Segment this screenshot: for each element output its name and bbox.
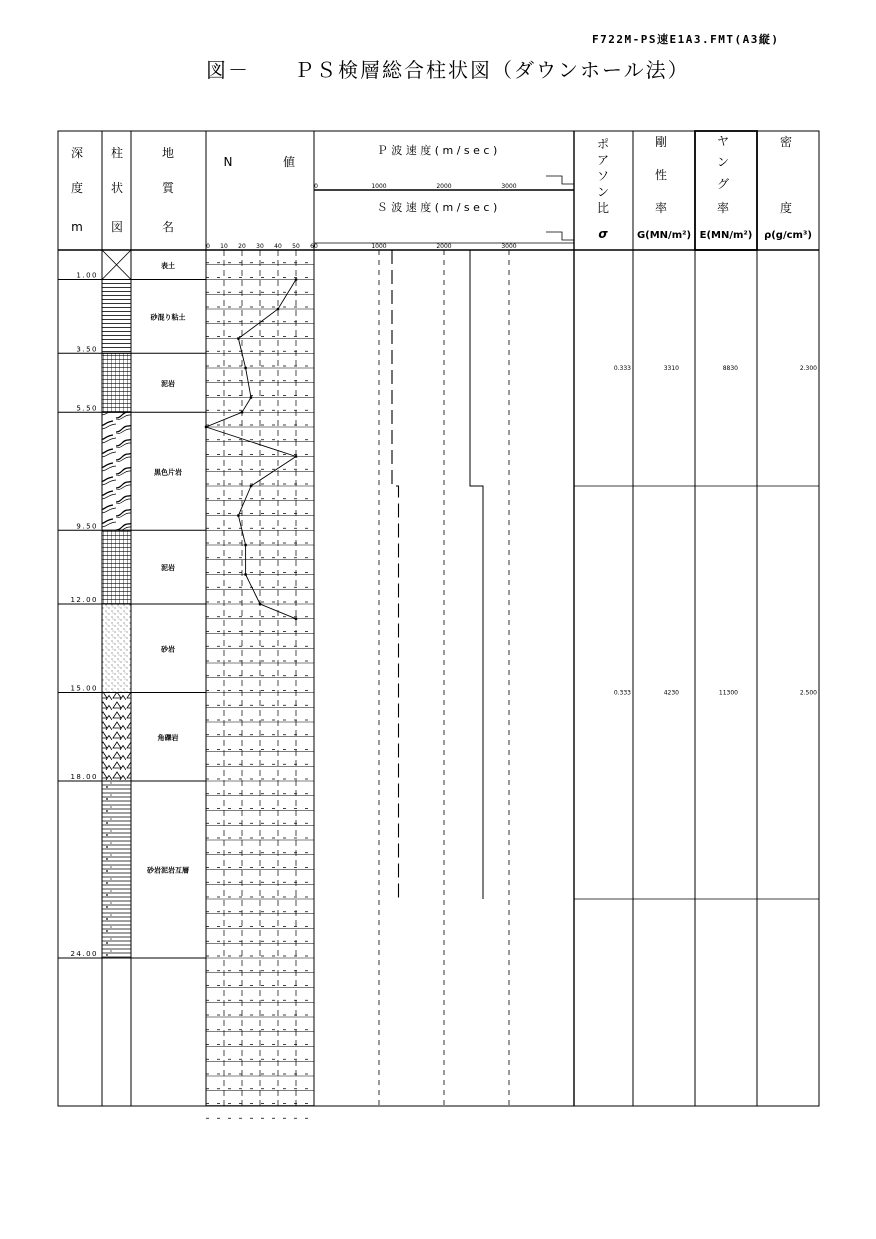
n-axis-ticks xyxy=(206,243,318,250)
density-value: 2.500 xyxy=(799,689,817,697)
n-value-point xyxy=(244,573,246,575)
geology-name: 泥岩 xyxy=(161,564,175,573)
velocity-curves xyxy=(392,250,483,899)
geology-name: 黒色片岩 xyxy=(154,468,182,477)
lithology-cell xyxy=(102,781,131,958)
n-value-curve xyxy=(205,278,297,620)
n-tick-label: 30 xyxy=(256,243,264,250)
n-value-point xyxy=(205,426,207,428)
hdr-column-char: 図 xyxy=(110,220,124,234)
velocity-ticks-bottom xyxy=(371,243,516,250)
geology-header xyxy=(162,145,175,234)
geology-name: 泥岩 xyxy=(161,379,175,388)
geology-name: 砂岩 xyxy=(161,645,175,654)
geology-name: 角礫岩 xyxy=(157,733,179,742)
poisson-symbol: σ xyxy=(598,227,608,241)
rigidity-value: 3310 xyxy=(663,365,679,372)
column-header xyxy=(111,145,123,234)
hdr-depth-char: 度 xyxy=(70,181,84,195)
n-value-point xyxy=(250,396,252,398)
n-value-point xyxy=(295,618,297,620)
n-tick-label: 60 xyxy=(310,243,318,250)
hdr-young-char: グ xyxy=(716,177,730,191)
n-tick-label: 50 xyxy=(292,243,300,250)
s-wave-curve xyxy=(392,250,399,899)
hdr-rigidity-char: 率 xyxy=(654,201,668,215)
velocity-tick-top: 0 xyxy=(314,183,318,190)
n-tick-label: 40 xyxy=(274,243,282,250)
hdr-density-char: 度 xyxy=(779,201,793,215)
velocity-tick-bottom: 3000 xyxy=(501,243,517,250)
velocity-ticks-top xyxy=(314,183,517,190)
hdr-geology-char: 名 xyxy=(161,220,175,234)
rigidity-unit: G(MN/m²) xyxy=(636,230,692,241)
velocity-tick-bottom: 2000 xyxy=(436,243,452,250)
n-tick-label: 10 xyxy=(220,243,228,250)
hdr-geology-char: 質 xyxy=(161,181,175,195)
n-value-point xyxy=(259,603,261,605)
rigidity-value: 4230 xyxy=(663,689,679,697)
page-title: 図－ ＰＳ検層総合柱状図（ダウンホール法） xyxy=(206,58,690,82)
hdr-column-char: 柱 xyxy=(110,146,124,160)
depth-label: 12.00 xyxy=(70,596,98,604)
depth-label: 15.00 xyxy=(70,684,98,693)
lithology-cell xyxy=(102,530,131,604)
lithology-cell xyxy=(102,280,131,354)
hdr-young-char: ヤ xyxy=(716,134,730,148)
young-value: 8830 xyxy=(722,365,738,372)
n-value-point xyxy=(250,485,252,487)
n-value-label: 値 xyxy=(282,155,296,169)
density-value: 2.300 xyxy=(799,365,817,372)
hdr-poisson-char: ン xyxy=(596,185,610,199)
hdr-poisson-char: 比 xyxy=(596,201,610,215)
n-value-point xyxy=(295,455,297,457)
depth-label: 18.00 xyxy=(70,773,98,781)
velocity-tick-top: 2000 xyxy=(436,183,452,190)
density-unit: ρ(g/cm³) xyxy=(764,230,812,241)
n-value-point xyxy=(295,278,297,280)
geology-name: 砂混り粘土 xyxy=(150,313,186,322)
n-label: N xyxy=(223,155,233,169)
velocity-gridlines xyxy=(379,250,509,1106)
p-wave-curve xyxy=(470,250,483,899)
n-tick-label: 0 xyxy=(206,243,210,250)
hdr-depth-char: 深 xyxy=(70,146,84,160)
hdr-column-char: 状 xyxy=(110,181,124,195)
property-values xyxy=(574,365,819,899)
hdr-rigidity-char: 性 xyxy=(654,168,668,182)
depth-label: 9.50 xyxy=(76,522,98,531)
velocity-tick-top: 1000 xyxy=(371,183,387,190)
file-code: F722M-PS速E1A3.FMT(A3縦) xyxy=(592,33,780,46)
young-unit: E(MN/m²) xyxy=(699,230,753,241)
poisson-header xyxy=(597,137,609,215)
geology-name: 砂岩泥岩互層 xyxy=(147,866,189,875)
velocity-tick-bottom: 1000 xyxy=(371,243,387,250)
table-frame xyxy=(58,131,819,1106)
s-wave-label: Ｓ 波 速 度 ( m / s e c ) xyxy=(376,201,498,214)
depth-header xyxy=(71,146,83,234)
hdr-young-char: 率 xyxy=(716,201,730,215)
young-value: 11300 xyxy=(718,689,738,697)
hdr-geology-char: 地 xyxy=(161,146,175,160)
depth-labels xyxy=(70,272,98,959)
depth-label: 5.50 xyxy=(76,404,98,413)
n-value-point xyxy=(244,367,246,369)
lithology-column xyxy=(58,250,206,958)
depth-label: 3.50 xyxy=(76,345,98,354)
n-value-point xyxy=(237,337,239,339)
poisson-value: 0.333 xyxy=(613,689,631,697)
hdr-poisson-char: ア xyxy=(596,153,610,167)
lithology-cell xyxy=(102,693,131,782)
hdr-young-char: ン xyxy=(716,155,730,169)
n-value-grid xyxy=(206,250,314,1118)
hdr-depth-char: m xyxy=(71,220,83,234)
n-tick-label: 20 xyxy=(238,243,246,250)
young-header xyxy=(717,134,729,215)
hdr-rigidity-char: 剛 xyxy=(654,135,668,149)
n-value-point xyxy=(241,411,243,413)
n-value-point xyxy=(244,544,246,546)
n-value-point xyxy=(237,514,239,516)
lithology-cell xyxy=(102,604,131,693)
density-header xyxy=(780,134,792,215)
velocity-tick-top: 3000 xyxy=(501,183,517,190)
n-value-line xyxy=(206,280,296,619)
hdr-poisson-char: ソ xyxy=(596,169,610,183)
poisson-value: 0.333 xyxy=(613,365,631,372)
depth-label: 24.00 xyxy=(70,950,98,958)
hdr-poisson-char: ポ xyxy=(596,137,610,151)
n-value-point xyxy=(277,308,279,310)
depth-label: 1.00 xyxy=(76,271,98,280)
lithology-cell xyxy=(102,412,131,530)
rigidity-header xyxy=(655,134,667,215)
lithology-cell xyxy=(102,353,131,412)
p-wave-label: Ｐ 波 速 度 ( m / s e c ) xyxy=(376,144,498,157)
column-dividers xyxy=(102,131,757,1106)
hdr-density-char: 密 xyxy=(779,135,793,149)
geology-name: 表土 xyxy=(161,261,175,270)
